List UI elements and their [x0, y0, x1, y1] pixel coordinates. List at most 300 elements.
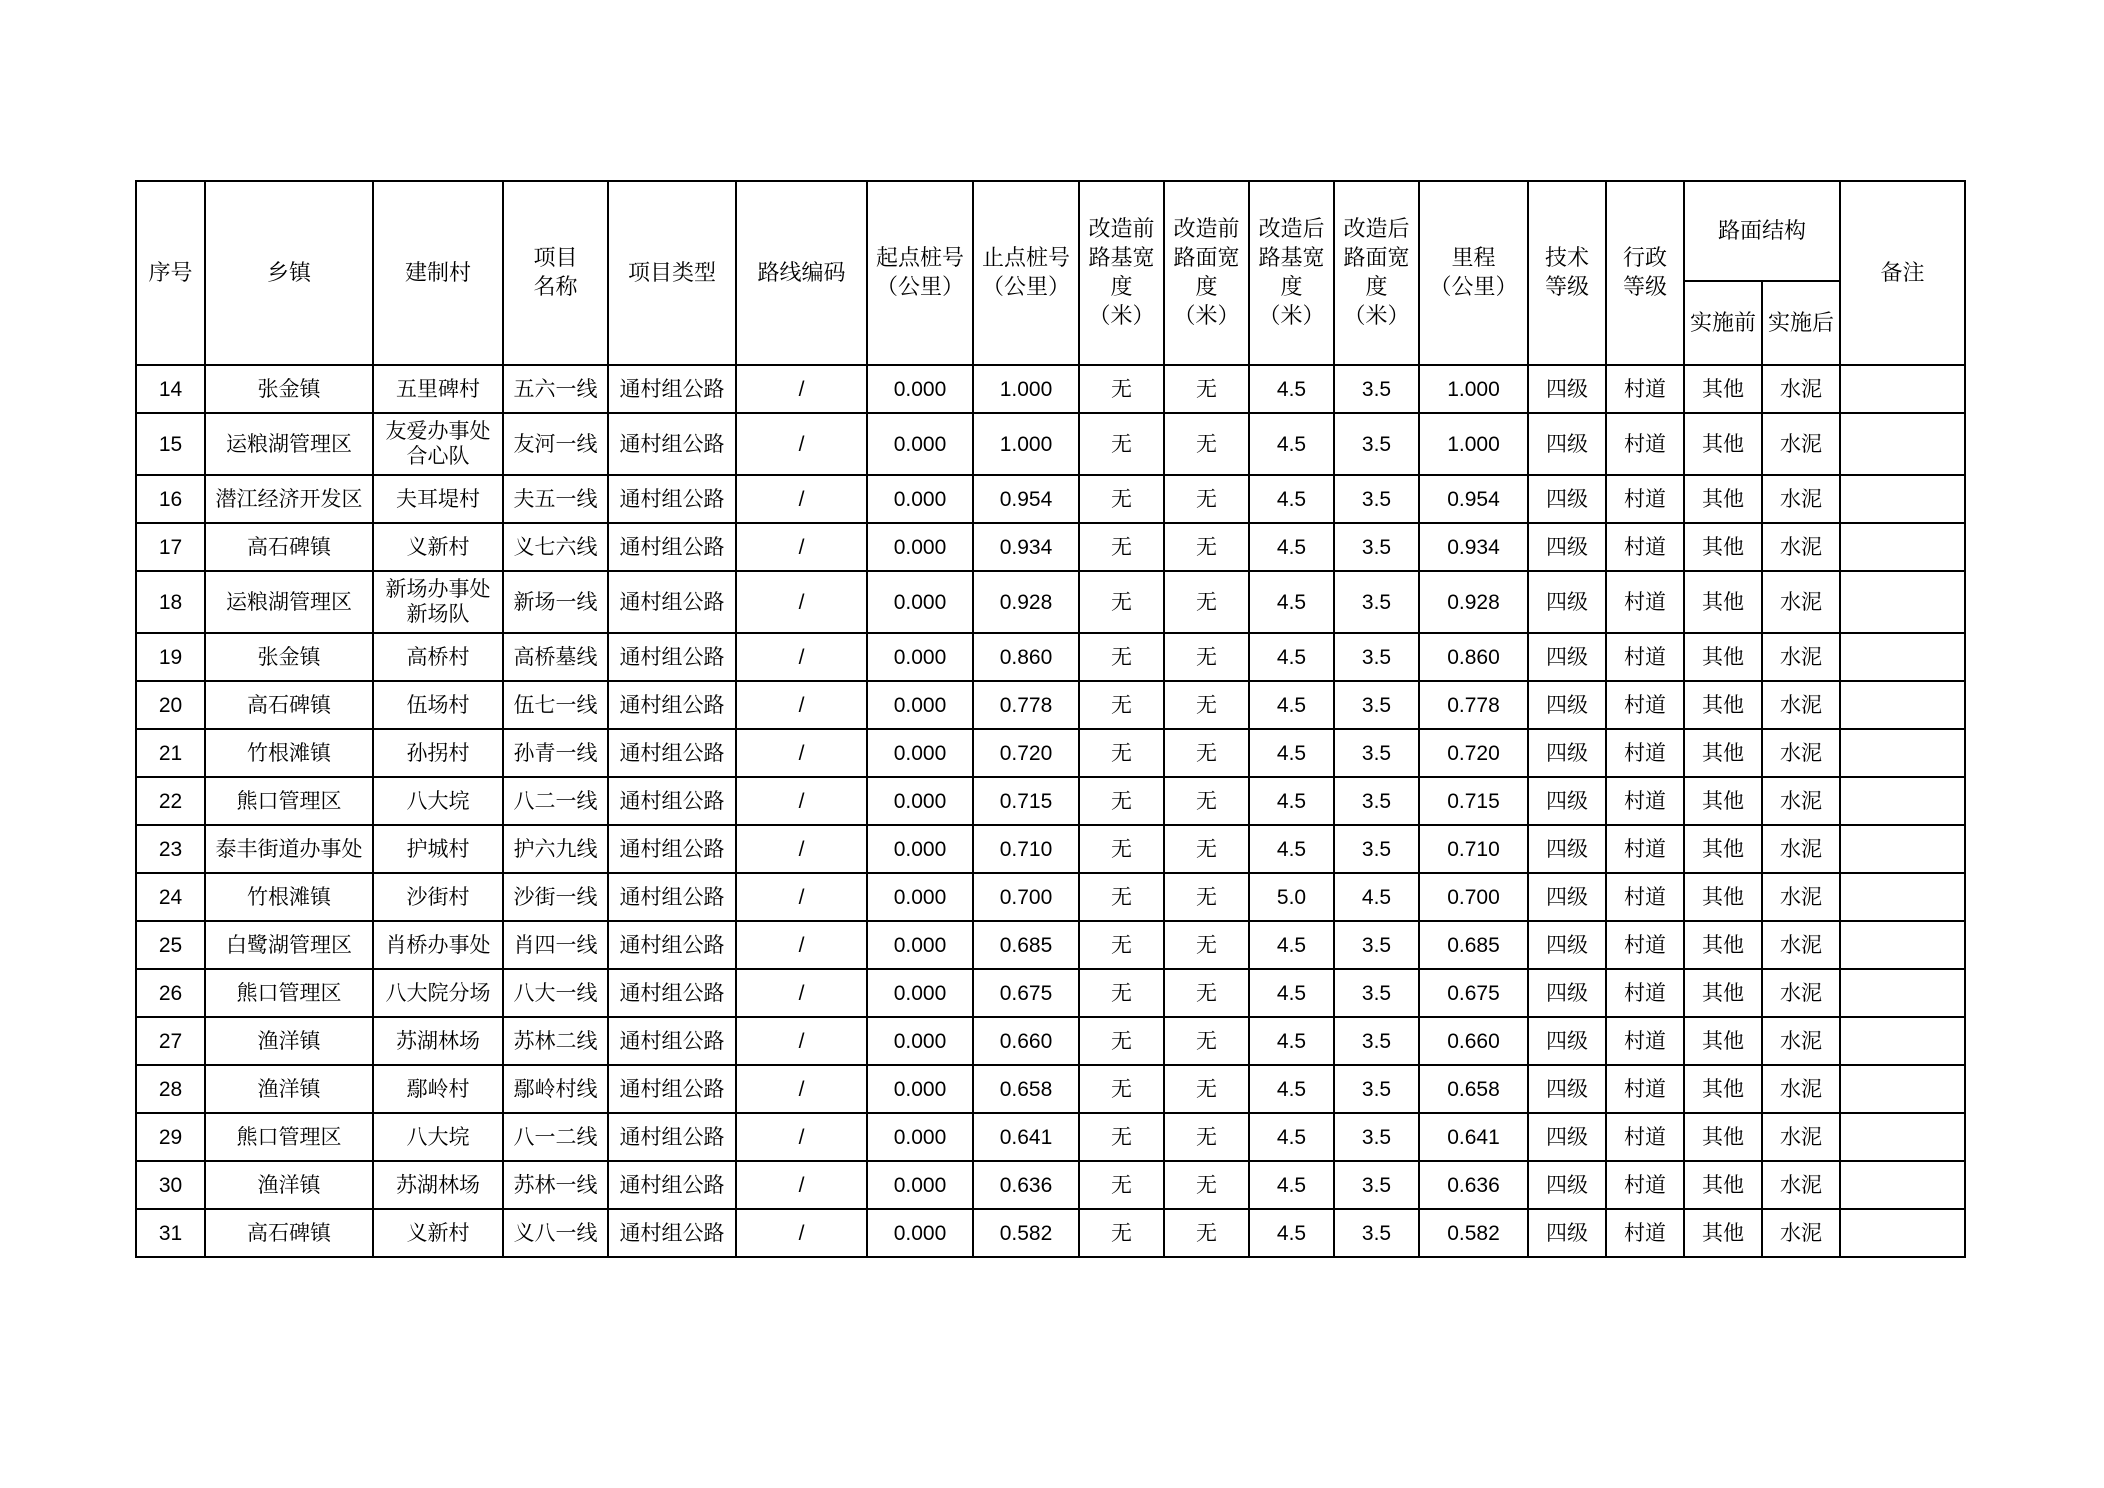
cell-project-type: 通村组公路 — [608, 633, 736, 681]
header-project-name: 项目 名称 — [503, 181, 608, 365]
cell-surface-before: 其他 — [1684, 825, 1762, 873]
cell-start-km: 0.000 — [867, 777, 973, 825]
cell-project-name: 义八一线 — [503, 1209, 608, 1257]
cell-admin-grade: 村道 — [1606, 365, 1684, 413]
cell-after-base-width: 4.5 — [1249, 1113, 1334, 1161]
cell-project-name: 五六一线 — [503, 365, 608, 413]
cell-before-base-width: 无 — [1079, 729, 1164, 777]
cell-end-km: 0.641 — [973, 1113, 1079, 1161]
cell-surface-after: 水泥 — [1762, 523, 1840, 571]
cell-end-km: 0.778 — [973, 681, 1079, 729]
cell-admin-grade: 村道 — [1606, 1017, 1684, 1065]
cell-town: 高石碑镇 — [205, 681, 373, 729]
header-admin-grade: 行政 等级 — [1606, 181, 1684, 365]
cell-end-km: 0.710 — [973, 825, 1079, 873]
cell-mileage: 0.685 — [1419, 921, 1528, 969]
cell-start-km: 0.000 — [867, 1017, 973, 1065]
cell-mileage: 0.720 — [1419, 729, 1528, 777]
cell-project-name: 八大一线 — [503, 969, 608, 1017]
cell-remarks — [1840, 633, 1965, 681]
cell-tech-grade: 四级 — [1528, 1209, 1606, 1257]
table-row — [136, 1161, 1965, 1209]
cell-admin-grade: 村道 — [1606, 1209, 1684, 1257]
cell-remarks — [1840, 777, 1965, 825]
cell-surface-after: 水泥 — [1762, 921, 1840, 969]
cell-before-base-width: 无 — [1079, 633, 1164, 681]
cell-before-surface-width: 无 — [1164, 523, 1249, 571]
cell-mileage: 0.641 — [1419, 1113, 1528, 1161]
cell-after-surface-width: 3.5 — [1334, 1161, 1419, 1209]
cell-admin-grade: 村道 — [1606, 1161, 1684, 1209]
cell-project-name: 苏林一线 — [503, 1161, 608, 1209]
table-row — [136, 365, 1965, 413]
cell-town: 渔洋镇 — [205, 1065, 373, 1113]
cell-project-type: 通村组公路 — [608, 571, 736, 633]
cell-before-surface-width: 无 — [1164, 921, 1249, 969]
cell-remarks — [1840, 729, 1965, 777]
cell-route-code: / — [736, 475, 867, 523]
cell-tech-grade: 四级 — [1528, 1017, 1606, 1065]
cell-route-code: / — [736, 873, 867, 921]
cell-start-km: 0.000 — [867, 729, 973, 777]
table-row — [136, 777, 1965, 825]
cell-mileage: 0.660 — [1419, 1017, 1528, 1065]
cell-before-base-width: 无 — [1079, 413, 1164, 475]
cell-remarks — [1840, 413, 1965, 475]
cell-remarks — [1840, 681, 1965, 729]
cell-mileage: 0.778 — [1419, 681, 1528, 729]
cell-after-surface-width: 3.5 — [1334, 921, 1419, 969]
cell-after-surface-width: 3.5 — [1334, 475, 1419, 523]
cell-route-code: / — [736, 1017, 867, 1065]
cell-admin-grade: 村道 — [1606, 413, 1684, 475]
cell-route-code: / — [736, 413, 867, 475]
cell-before-surface-width: 无 — [1164, 969, 1249, 1017]
cell-surface-before: 其他 — [1684, 571, 1762, 633]
cell-surface-after: 水泥 — [1762, 681, 1840, 729]
cell-after-surface-width: 3.5 — [1334, 413, 1419, 475]
cell-after-surface-width: 3.5 — [1334, 1017, 1419, 1065]
cell-tech-grade: 四级 — [1528, 969, 1606, 1017]
cell-town: 运粮湖管理区 — [205, 413, 373, 475]
cell-surface-before: 其他 — [1684, 1161, 1762, 1209]
cell-start-km: 0.000 — [867, 1113, 973, 1161]
cell-start-km: 0.000 — [867, 523, 973, 571]
cell-project-name: 沙街一线 — [503, 873, 608, 921]
cell-before-surface-width: 无 — [1164, 729, 1249, 777]
cell-after-base-width: 4.5 — [1249, 825, 1334, 873]
cell-project-type: 通村组公路 — [608, 777, 736, 825]
cell-mileage: 0.928 — [1419, 571, 1528, 633]
cell-after-surface-width: 3.5 — [1334, 729, 1419, 777]
cell-route-code: / — [736, 681, 867, 729]
cell-surface-before: 其他 — [1684, 475, 1762, 523]
cell-village: 高桥村 — [373, 633, 503, 681]
cell-town: 泰丰街道办事处 — [205, 825, 373, 873]
cell-admin-grade: 村道 — [1606, 729, 1684, 777]
cell-surface-before: 其他 — [1684, 1209, 1762, 1257]
cell-after-base-width: 4.5 — [1249, 365, 1334, 413]
cell-end-km: 0.928 — [973, 571, 1079, 633]
cell-after-base-width: 4.5 — [1249, 571, 1334, 633]
table-row — [136, 1065, 1965, 1113]
cell-village: 苏湖林场 — [373, 1161, 503, 1209]
cell-project-name: 孙青一线 — [503, 729, 608, 777]
cell-remarks — [1840, 873, 1965, 921]
cell-before-base-width: 无 — [1079, 921, 1164, 969]
cell-end-km: 0.954 — [973, 475, 1079, 523]
cell-mileage: 0.582 — [1419, 1209, 1528, 1257]
cell-before-base-width: 无 — [1079, 1017, 1164, 1065]
cell-after-base-width: 4.5 — [1249, 1161, 1334, 1209]
cell-project-type: 通村组公路 — [608, 523, 736, 571]
cell-before-surface-width: 无 — [1164, 1017, 1249, 1065]
cell-project-type: 通村组公路 — [608, 1209, 736, 1257]
cell-after-surface-width: 3.5 — [1334, 681, 1419, 729]
cell-admin-grade: 村道 — [1606, 921, 1684, 969]
cell-after-surface-width: 3.5 — [1334, 1065, 1419, 1113]
cell-seq: 15 — [136, 413, 205, 475]
cell-after-surface-width: 3.5 — [1334, 969, 1419, 1017]
cell-start-km: 0.000 — [867, 873, 973, 921]
cell-after-base-width: 4.5 — [1249, 729, 1334, 777]
cell-end-km: 0.658 — [973, 1065, 1079, 1113]
cell-remarks — [1840, 1161, 1965, 1209]
cell-after-base-width: 4.5 — [1249, 921, 1334, 969]
cell-remarks — [1840, 1017, 1965, 1065]
cell-start-km: 0.000 — [867, 475, 973, 523]
cell-admin-grade: 村道 — [1606, 523, 1684, 571]
cell-seq: 27 — [136, 1017, 205, 1065]
header-village: 建制村 — [373, 181, 503, 365]
cell-admin-grade: 村道 — [1606, 825, 1684, 873]
cell-after-base-width: 4.5 — [1249, 1209, 1334, 1257]
cell-start-km: 0.000 — [867, 571, 973, 633]
cell-route-code: / — [736, 1113, 867, 1161]
cell-project-type: 通村组公路 — [608, 921, 736, 969]
cell-village: 肖桥办事处 — [373, 921, 503, 969]
cell-before-base-width: 无 — [1079, 777, 1164, 825]
cell-tech-grade: 四级 — [1528, 825, 1606, 873]
cell-surface-before: 其他 — [1684, 1017, 1762, 1065]
cell-end-km: 0.660 — [973, 1017, 1079, 1065]
cell-after-base-width: 4.5 — [1249, 969, 1334, 1017]
cell-town: 高石碑镇 — [205, 523, 373, 571]
cell-start-km: 0.000 — [867, 1161, 973, 1209]
cell-route-code: / — [736, 777, 867, 825]
cell-village: 夫耳堤村 — [373, 475, 503, 523]
cell-project-type: 通村组公路 — [608, 413, 736, 475]
cell-route-code: / — [736, 1065, 867, 1113]
cell-admin-grade: 村道 — [1606, 681, 1684, 729]
cell-remarks — [1840, 571, 1965, 633]
cell-village: 鄢岭村 — [373, 1065, 503, 1113]
cell-mileage: 0.860 — [1419, 633, 1528, 681]
cell-before-base-width: 无 — [1079, 1113, 1164, 1161]
cell-tech-grade: 四级 — [1528, 413, 1606, 475]
table-row — [136, 681, 1965, 729]
cell-project-type: 通村组公路 — [608, 1161, 736, 1209]
cell-route-code: / — [736, 633, 867, 681]
cell-before-base-width: 无 — [1079, 873, 1164, 921]
cell-village: 护城村 — [373, 825, 503, 873]
cell-mileage: 0.710 — [1419, 825, 1528, 873]
cell-town: 高石碑镇 — [205, 1209, 373, 1257]
cell-tech-grade: 四级 — [1528, 1113, 1606, 1161]
header-tech-grade: 技术 等级 — [1528, 181, 1606, 365]
cell-start-km: 0.000 — [867, 1209, 973, 1257]
cell-surface-after: 水泥 — [1762, 413, 1840, 475]
cell-village: 八大院分场 — [373, 969, 503, 1017]
cell-admin-grade: 村道 — [1606, 873, 1684, 921]
cell-project-type: 通村组公路 — [608, 681, 736, 729]
cell-town: 熊口管理区 — [205, 969, 373, 1017]
cell-tech-grade: 四级 — [1528, 777, 1606, 825]
table-row — [136, 1209, 1965, 1257]
cell-tech-grade: 四级 — [1528, 1161, 1606, 1209]
cell-project-name: 高桥墓线 — [503, 633, 608, 681]
cell-before-surface-width: 无 — [1164, 571, 1249, 633]
cell-project-type: 通村组公路 — [608, 475, 736, 523]
cell-before-base-width: 无 — [1079, 1065, 1164, 1113]
cell-town: 熊口管理区 — [205, 777, 373, 825]
cell-route-code: / — [736, 1161, 867, 1209]
cell-seq: 17 — [136, 523, 205, 571]
header-end-km: 止点桩号 （公里） — [973, 181, 1079, 365]
cell-project-type: 通村组公路 — [608, 873, 736, 921]
cell-after-surface-width: 3.5 — [1334, 365, 1419, 413]
cell-before-surface-width: 无 — [1164, 1113, 1249, 1161]
cell-mileage: 0.658 — [1419, 1065, 1528, 1113]
cell-project-name: 苏林二线 — [503, 1017, 608, 1065]
header-project-type: 项目类型 — [608, 181, 736, 365]
cell-project-name: 伍七一线 — [503, 681, 608, 729]
cell-after-surface-width: 3.5 — [1334, 777, 1419, 825]
cell-seq: 21 — [136, 729, 205, 777]
cell-surface-after: 水泥 — [1762, 1209, 1840, 1257]
cell-after-base-width: 4.5 — [1249, 1065, 1334, 1113]
cell-end-km: 0.582 — [973, 1209, 1079, 1257]
cell-after-base-width: 4.5 — [1249, 633, 1334, 681]
cell-village: 孙拐村 — [373, 729, 503, 777]
cell-after-surface-width: 3.5 — [1334, 1209, 1419, 1257]
table-row — [136, 1017, 1965, 1065]
cell-surface-before: 其他 — [1684, 413, 1762, 475]
cell-tech-grade: 四级 — [1528, 729, 1606, 777]
cell-project-name: 友河一线 — [503, 413, 608, 475]
table-row — [136, 633, 1965, 681]
cell-village: 沙街村 — [373, 873, 503, 921]
header-remarks: 备注 — [1840, 181, 1965, 365]
cell-village: 八大垸 — [373, 1113, 503, 1161]
header-town: 乡镇 — [205, 181, 373, 365]
cell-admin-grade: 村道 — [1606, 571, 1684, 633]
cell-surface-after: 水泥 — [1762, 825, 1840, 873]
cell-town: 白鹭湖管理区 — [205, 921, 373, 969]
cell-before-base-width: 无 — [1079, 1161, 1164, 1209]
cell-project-type: 通村组公路 — [608, 1113, 736, 1161]
cell-end-km: 0.860 — [973, 633, 1079, 681]
cell-after-base-width: 4.5 — [1249, 475, 1334, 523]
cell-seq: 25 — [136, 921, 205, 969]
cell-project-name: 新场一线 — [503, 571, 608, 633]
cell-mileage: 0.715 — [1419, 777, 1528, 825]
cell-seq: 22 — [136, 777, 205, 825]
cell-surface-after: 水泥 — [1762, 571, 1840, 633]
cell-mileage: 0.934 — [1419, 523, 1528, 571]
cell-town: 运粮湖管理区 — [205, 571, 373, 633]
cell-seq: 14 — [136, 365, 205, 413]
cell-before-base-width: 无 — [1079, 969, 1164, 1017]
cell-before-base-width: 无 — [1079, 365, 1164, 413]
cell-end-km: 0.685 — [973, 921, 1079, 969]
cell-end-km: 0.934 — [973, 523, 1079, 571]
cell-project-type: 通村组公路 — [608, 825, 736, 873]
cell-before-surface-width: 无 — [1164, 365, 1249, 413]
cell-after-surface-width: 3.5 — [1334, 633, 1419, 681]
cell-project-name: 义七六线 — [503, 523, 608, 571]
cell-end-km: 1.000 — [973, 365, 1079, 413]
cell-after-surface-width: 3.5 — [1334, 825, 1419, 873]
header-start-km: 起点桩号 （公里） — [867, 181, 973, 365]
header-route-code: 路线编码 — [736, 181, 867, 365]
cell-route-code: / — [736, 1209, 867, 1257]
cell-surface-before: 其他 — [1684, 873, 1762, 921]
cell-surface-before: 其他 — [1684, 633, 1762, 681]
cell-start-km: 0.000 — [867, 921, 973, 969]
cell-project-type: 通村组公路 — [608, 1065, 736, 1113]
cell-before-surface-width: 无 — [1164, 873, 1249, 921]
cell-start-km: 0.000 — [867, 365, 973, 413]
cell-before-surface-width: 无 — [1164, 633, 1249, 681]
cell-village: 八大垸 — [373, 777, 503, 825]
cell-before-base-width: 无 — [1079, 475, 1164, 523]
cell-route-code: / — [736, 969, 867, 1017]
cell-start-km: 0.000 — [867, 825, 973, 873]
header-before-surface-width: 改造前 路面宽 度 （米） — [1164, 181, 1249, 365]
cell-tech-grade: 四级 — [1528, 571, 1606, 633]
cell-admin-grade: 村道 — [1606, 1113, 1684, 1161]
cell-project-name: 八一二线 — [503, 1113, 608, 1161]
cell-surface-after: 水泥 — [1762, 873, 1840, 921]
cell-seq: 28 — [136, 1065, 205, 1113]
cell-remarks — [1840, 475, 1965, 523]
cell-after-base-width: 4.5 — [1249, 413, 1334, 475]
cell-route-code: / — [736, 523, 867, 571]
cell-seq: 16 — [136, 475, 205, 523]
cell-before-surface-width: 无 — [1164, 825, 1249, 873]
cell-surface-after: 水泥 — [1762, 777, 1840, 825]
cell-surface-after: 水泥 — [1762, 633, 1840, 681]
cell-surface-after: 水泥 — [1762, 1065, 1840, 1113]
cell-end-km: 0.636 — [973, 1161, 1079, 1209]
cell-town: 张金镇 — [205, 633, 373, 681]
header-after-base-width: 改造后 路基宽 度 （米） — [1249, 181, 1334, 365]
cell-mileage: 0.954 — [1419, 475, 1528, 523]
cell-start-km: 0.000 — [867, 413, 973, 475]
cell-before-surface-width: 无 — [1164, 1209, 1249, 1257]
cell-after-surface-width: 4.5 — [1334, 873, 1419, 921]
cell-village: 新场办事处新场队 — [373, 571, 503, 633]
table-row — [136, 873, 1965, 921]
cell-start-km: 0.000 — [867, 681, 973, 729]
table-row — [136, 413, 1965, 475]
cell-town: 熊口管理区 — [205, 1113, 373, 1161]
cell-tech-grade: 四级 — [1528, 475, 1606, 523]
cell-route-code: / — [736, 365, 867, 413]
header-mileage: 里程 （公里） — [1419, 181, 1528, 365]
cell-surface-before: 其他 — [1684, 729, 1762, 777]
cell-surface-before: 其他 — [1684, 681, 1762, 729]
cell-before-surface-width: 无 — [1164, 475, 1249, 523]
cell-town: 渔洋镇 — [205, 1017, 373, 1065]
cell-after-surface-width: 3.5 — [1334, 523, 1419, 571]
cell-route-code: / — [736, 825, 867, 873]
cell-start-km: 0.000 — [867, 969, 973, 1017]
cell-surface-before: 其他 — [1684, 1065, 1762, 1113]
cell-surface-after: 水泥 — [1762, 969, 1840, 1017]
cell-surface-after: 水泥 — [1762, 365, 1840, 413]
cell-mileage: 0.636 — [1419, 1161, 1528, 1209]
cell-town: 渔洋镇 — [205, 1161, 373, 1209]
table-row — [136, 1113, 1965, 1161]
cell-seq: 29 — [136, 1113, 205, 1161]
cell-tech-grade: 四级 — [1528, 633, 1606, 681]
cell-mileage: 1.000 — [1419, 413, 1528, 475]
cell-seq: 23 — [136, 825, 205, 873]
table-row — [136, 571, 1965, 633]
cell-surface-before: 其他 — [1684, 365, 1762, 413]
cell-tech-grade: 四级 — [1528, 365, 1606, 413]
road-project-table — [135, 180, 1966, 1258]
cell-start-km: 0.000 — [867, 1065, 973, 1113]
cell-project-name: 夫五一线 — [503, 475, 608, 523]
cell-before-base-width: 无 — [1079, 681, 1164, 729]
cell-project-type: 通村组公路 — [608, 969, 736, 1017]
cell-remarks — [1840, 1113, 1965, 1161]
cell-end-km: 1.000 — [973, 413, 1079, 475]
cell-admin-grade: 村道 — [1606, 1065, 1684, 1113]
cell-seq: 30 — [136, 1161, 205, 1209]
cell-village: 苏湖林场 — [373, 1017, 503, 1065]
cell-surface-after: 水泥 — [1762, 1017, 1840, 1065]
cell-seq: 18 — [136, 571, 205, 633]
cell-surface-before: 其他 — [1684, 969, 1762, 1017]
cell-remarks — [1840, 825, 1965, 873]
cell-project-name: 八二一线 — [503, 777, 608, 825]
cell-town: 竹根滩镇 — [205, 873, 373, 921]
table-row — [136, 825, 1965, 873]
cell-before-surface-width: 无 — [1164, 1065, 1249, 1113]
header-before-base-width: 改造前 路基宽 度 （米） — [1079, 181, 1164, 365]
cell-town: 竹根滩镇 — [205, 729, 373, 777]
cell-before-base-width: 无 — [1079, 523, 1164, 571]
cell-tech-grade: 四级 — [1528, 523, 1606, 571]
cell-seq: 20 — [136, 681, 205, 729]
cell-town: 张金镇 — [205, 365, 373, 413]
cell-project-name: 鄢岭村线 — [503, 1065, 608, 1113]
cell-seq: 24 — [136, 873, 205, 921]
cell-seq: 19 — [136, 633, 205, 681]
cell-after-base-width: 4.5 — [1249, 681, 1334, 729]
cell-end-km: 0.675 — [973, 969, 1079, 1017]
cell-tech-grade: 四级 — [1528, 1065, 1606, 1113]
cell-start-km: 0.000 — [867, 633, 973, 681]
header-seq: 序号 — [136, 181, 205, 365]
cell-surface-before: 其他 — [1684, 921, 1762, 969]
table-row — [136, 969, 1965, 1017]
cell-before-surface-width: 无 — [1164, 1161, 1249, 1209]
